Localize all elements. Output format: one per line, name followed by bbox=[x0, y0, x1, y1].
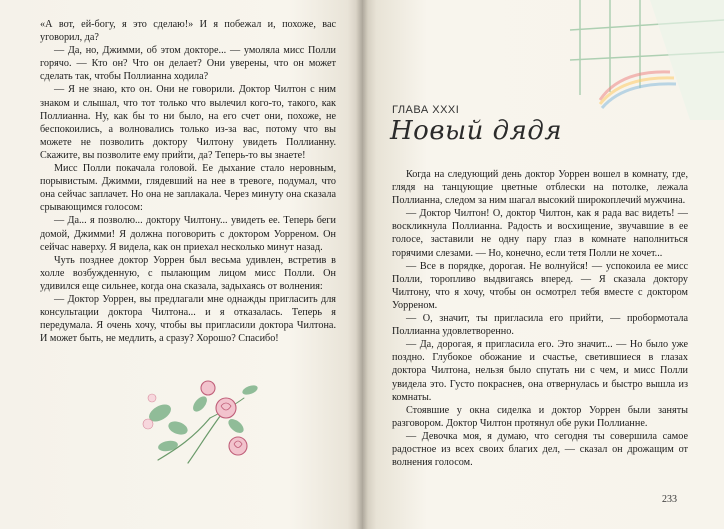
chapter-title: Новый дядя bbox=[390, 116, 563, 146]
right-page-text bbox=[392, 168, 688, 469]
paragraph: — О, значит, ты пригласила его прийти, — пробормотала Поллианна удовлетворенно. bbox=[392, 313, 688, 338]
paragraph: Чуть позднее доктор Уоррен был весьма удивлен, встретив в холле возбужденную, с пылающим лицом мисс Полли. Он удивился еще сильнее, когда она сказала, задыхаясь от волнения: bbox=[40, 254, 336, 292]
left-page-text bbox=[40, 18, 336, 345]
paragraph: — Я не знаю, кто он. Они не говорили. Доктор Чилтон с ним знаком и слышал, что тот только что вылечил кого-то, такого, как Поллианна. Ну, как бы то ни было, на его счет они, похоже, не беспокоились, а волновались только из-за вас, потому что вы можете не позволить доктору Чилтону увидеть Поллианну. Скажите, вы позволите ему прийти, да? Теперь-то вы знаете! bbox=[40, 84, 336, 161]
paragraph: — Да... я позволю... доктору Чилтону... увидеть ее. Теперь беги домой, Джимми! Я должна поговорить с доктором Уорреном. Он сейчас наверху. Я видела, как он приехал несколько минут назад. bbox=[40, 215, 336, 253]
paragraph: — Доктор Уоррен, вы предлагали мне однажды пригласить для консультации доктора Чилтона... и я отказалась. Теперь я передумала. Я очень хочу, чтобы вы пригласили доктора Чилтона. И может быть, не медлить, а сразу? Хорошо? Спасибо! bbox=[40, 293, 336, 345]
paragraph: «А вот, ей-богу, я это сделаю!» И я побежал и, похоже, вас уговорил, да? bbox=[40, 19, 336, 44]
window-illustration bbox=[540, 0, 724, 120]
paragraph: Стоявшие у окна сиделка и доктор Уоррен были заняты разговором. Доктор Чилтон протянул обе руки Поллианне. bbox=[392, 404, 688, 429]
chapter-label: ГЛАВА XXXI bbox=[392, 104, 460, 116]
paragraph: Мисс Полли покачала головой. Ее дыхание стало неровным, порывистым. Джимми, глядевший на нее в тревоге, подумал, что она сейчас заплачет. Но она не заплакала. Через минуту она сказала срывающимся голосом: bbox=[40, 163, 336, 214]
book-gutter bbox=[356, 0, 368, 529]
rose-illustration bbox=[138, 368, 268, 468]
page-number: 233 bbox=[662, 494, 677, 505]
paragraph: — Да, дорогая, я пригласила его. Это значит... — Но было уже поздно. Глубокое обожание и счастье, светившиеся в глазах доктора Чилтона, нельзя было спутать ни с чем, и мисс Полли увидела это. Густо покраснев, она отвернулась и быстро вышла из комнаты. bbox=[392, 339, 688, 403]
paragraph: — Доктор Чилтон! О, доктор Чилтон, как я рада вас видеть! — воскликнула Поллианна. Радость и восхищение, звучавшие в ее голосе, заставили не одну пару глаз в комнате наполниться горячими слезами. — Но, конечно, если тетя Полли не хочет... bbox=[392, 208, 688, 259]
paragraph: — Все в порядке, дорогая. Не волнуйся! — успокоила ее мисс Полли, торопливо выдвигаясь вперед. — Я сказала доктору Чилтону, что я хочу, чтобы он осмотрел тебя вместе с доктором Уорреном. bbox=[392, 260, 688, 311]
paragraph: Когда на следующий день доктор Уоррен вошел в комнату, где, глядя на танцующие цветные отблески на потолке, лежала Поллианна, следом за ним шагал высокий широкоплечий мужчина. bbox=[392, 169, 688, 207]
paragraph: — Девочка моя, я думаю, что сегодня ты совершила самое радостное из всех своих благих дел, — сказал он дрожащим от волнения голосом. bbox=[392, 430, 688, 469]
paragraph: — Да, но, Джимми, об этом докторе... — умоляла мисс Полли горячо. — Кто он? Что он делает? Они уверены, что он может сделать так, чтобы Поллианна ходила? bbox=[40, 45, 336, 83]
